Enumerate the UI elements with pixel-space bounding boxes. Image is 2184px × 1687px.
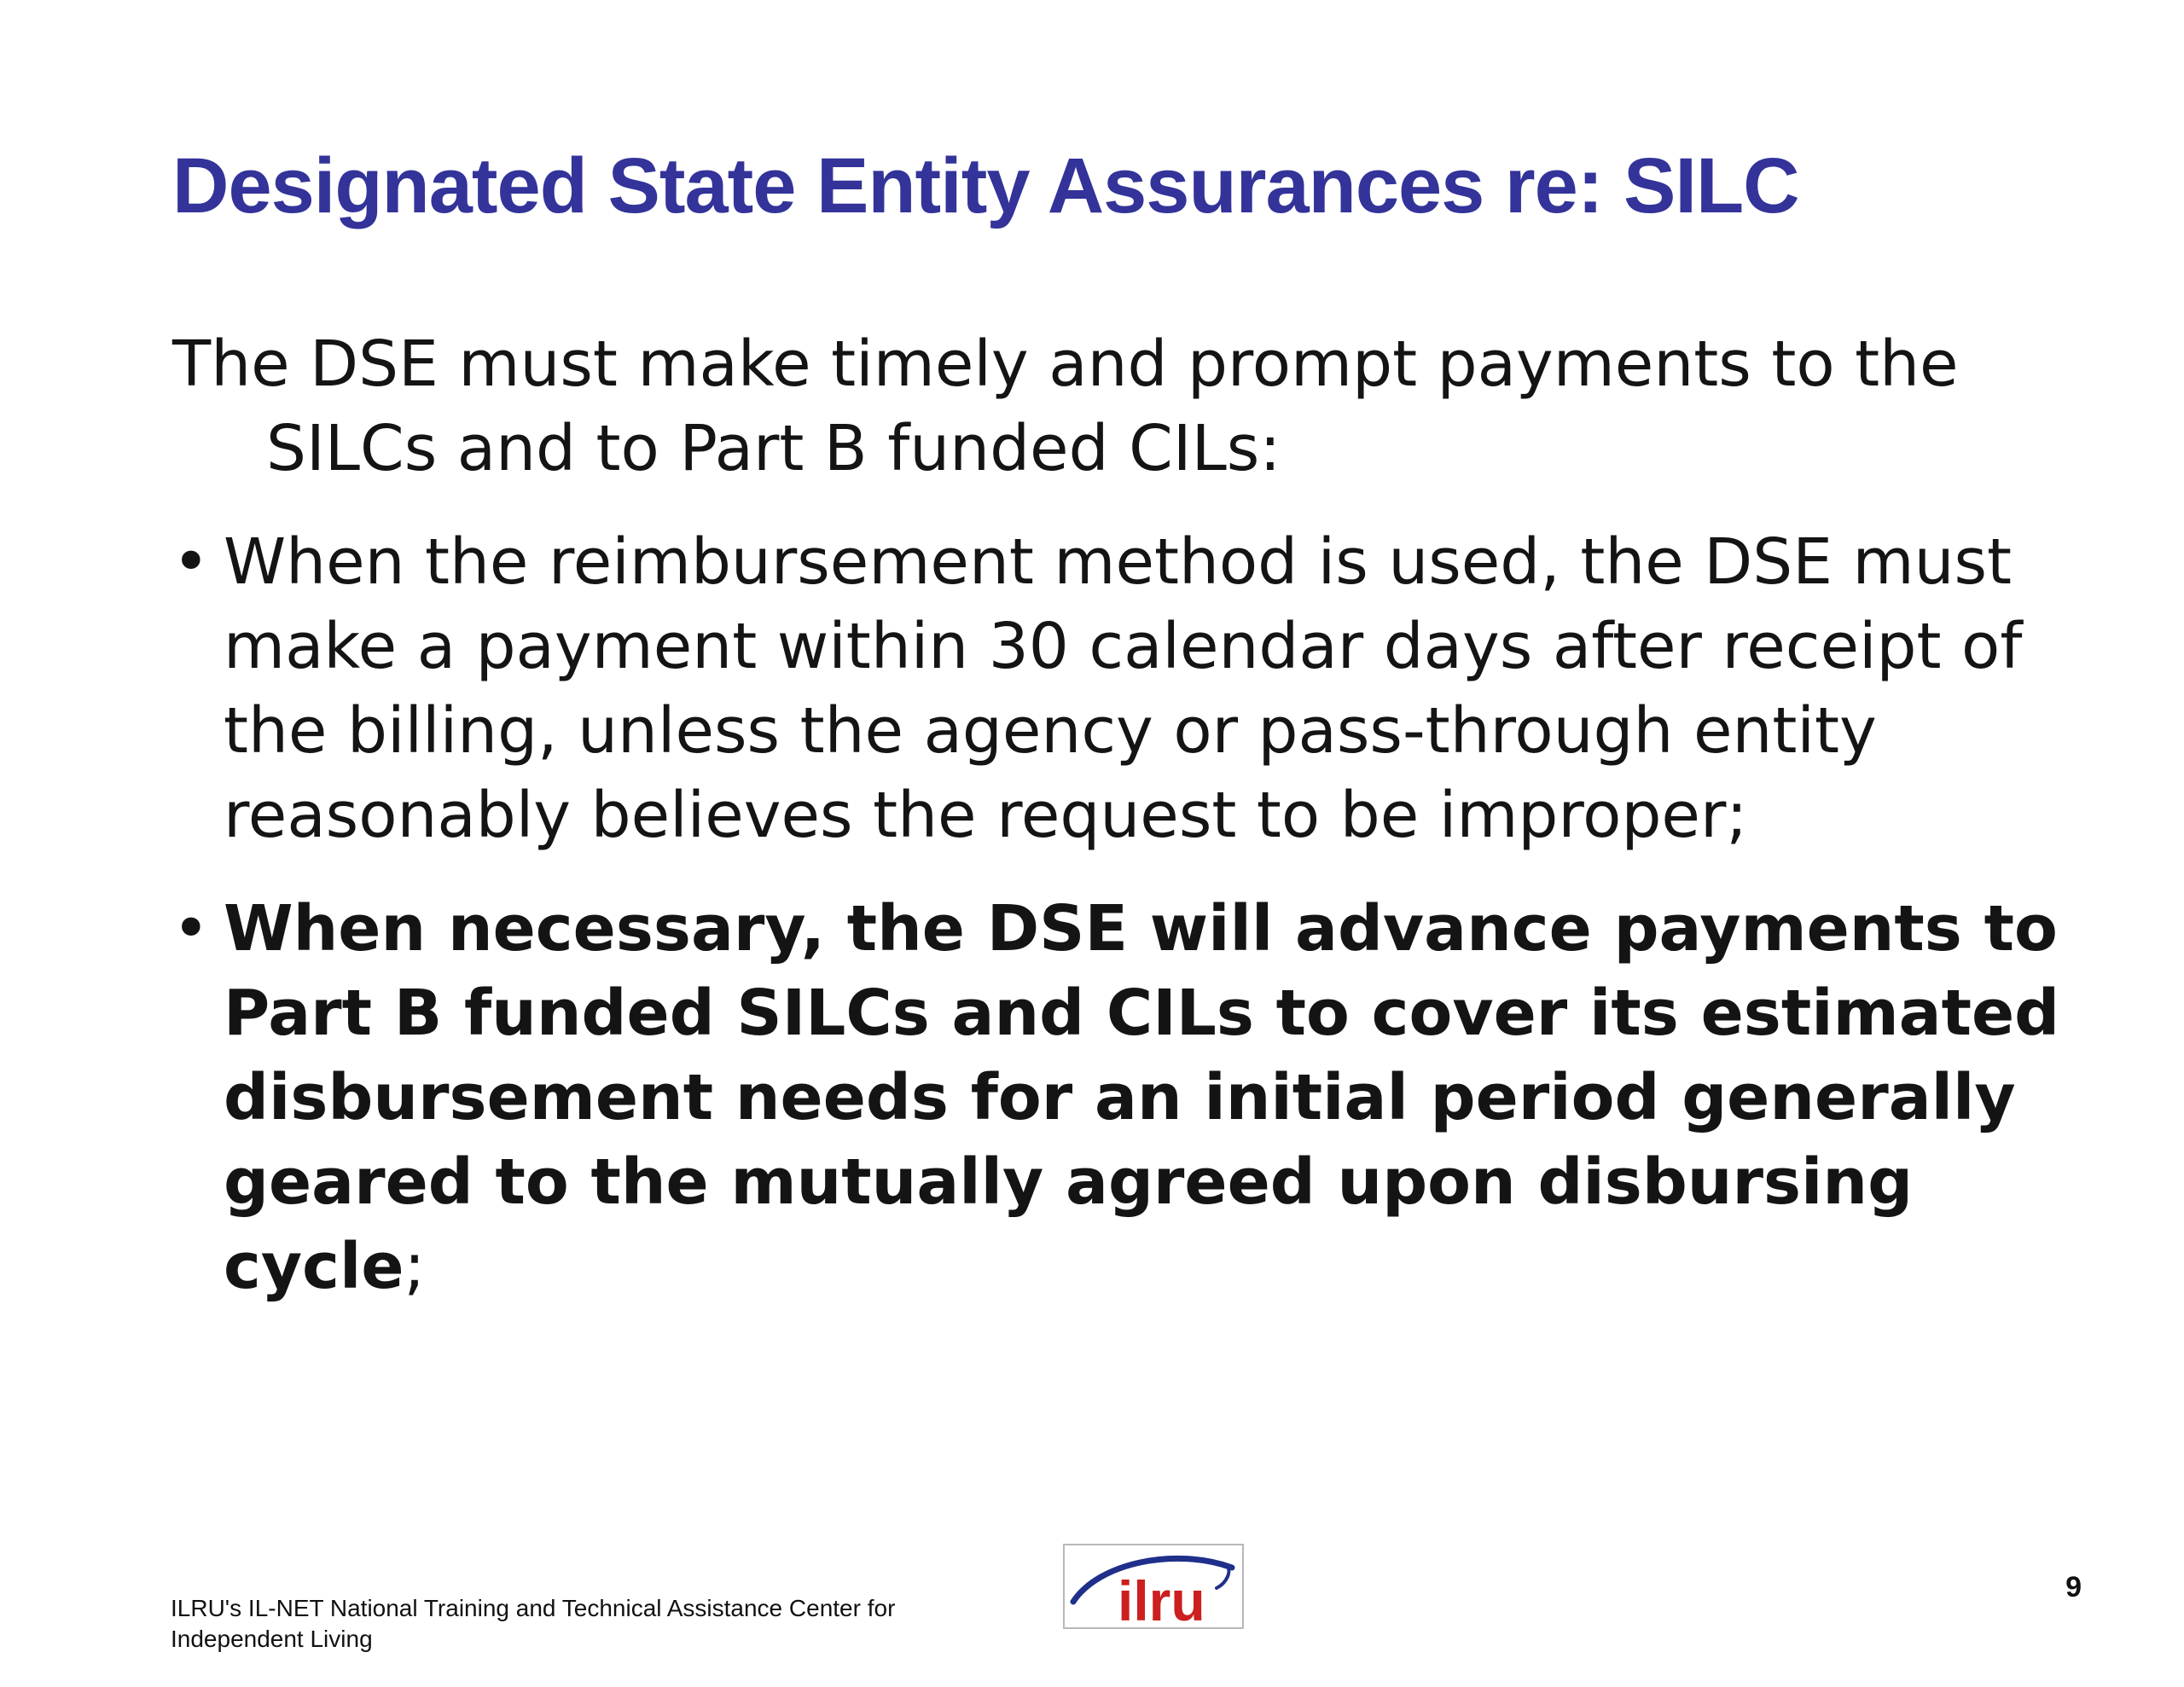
ilru-logo bbox=[1063, 1544, 1244, 1629]
bullet-marker: • bbox=[172, 892, 210, 965]
bullet-item-advance-payments bbox=[172, 887, 2075, 1309]
logo-text: ilru bbox=[1118, 1569, 1205, 1627]
bullet-text: When necessary, the DSE will advance payments to Part B funded SILCs and CILs to cover its estimated disbursement needs for an initial period generally geared to the mutually agreed upon disbursing cycle bbox=[224, 892, 2060, 1303]
ilru-logo-graphic bbox=[1065, 1545, 1242, 1627]
slide-body bbox=[172, 322, 2075, 1338]
footer-organization: ILRU's IL-NET National Training and Technical Assistance Center for Independent Living bbox=[171, 1595, 896, 1652]
slide-title: Designated State Entity Assurances re: SILC bbox=[172, 142, 1799, 229]
bullet-marker: • bbox=[172, 525, 210, 599]
page-number: 9 bbox=[2065, 1571, 2082, 1603]
bullet-text: When the reimbursement method is used, the DSE must make a payment within 30 calendar days after receipt of the billing, unless the agency or pass-through entity reasonably believes the request to be improper; bbox=[224, 525, 2023, 852]
bullet-list bbox=[172, 520, 2075, 1309]
intro-paragraph: The DSE must make timely and prompt payments to the SILCs and to Part B funded CILs: bbox=[172, 328, 1959, 485]
bullet-tail-punctuation: ; bbox=[404, 1230, 426, 1303]
bullet-item-reimbursement bbox=[172, 520, 2075, 858]
logo-swoosh-tail bbox=[1217, 1566, 1228, 1588]
